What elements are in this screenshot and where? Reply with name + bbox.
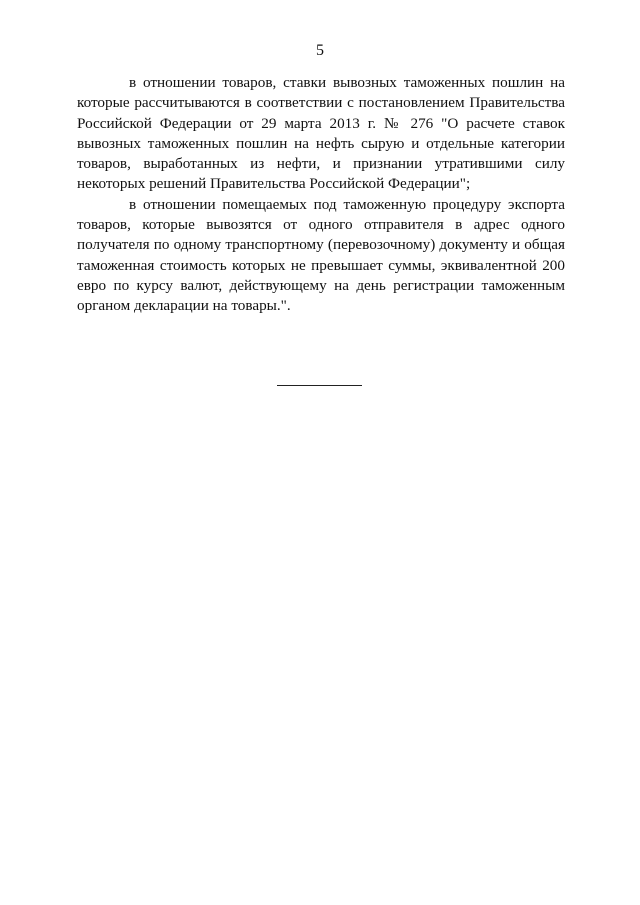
paragraph-low-value-export: в отношении помещаемых под таможенную процедуру экспорта товаров, которые вывозятся от одного отправителя в адрес одного получателя по одному транспортному (перевозочному) документу и общая таможенная стоимость которых не превышает суммы, эквивалентной 200 евро по курсу валют, действующему на день регистрации таможенным органом декларации на товары.". bbox=[77, 195, 565, 315]
page-number: 5 bbox=[316, 42, 324, 59]
document-body bbox=[77, 73, 565, 317]
end-divider bbox=[277, 385, 362, 386]
paragraph-export-duty-rates: в отношении товаров, ставки вывозных таможенных пошлин на которые рассчитываются в соответствии с постановлением Правительства Российской Федерации от 29 марта 2013 г. № 276 "О расчете ставок вывозных таможенных пошлин на нефть сырую и отдельные категории товаров, выработанных из нефти, и признании утратившими силу некоторых решений Правительства Российской Федерации"; bbox=[77, 74, 565, 193]
